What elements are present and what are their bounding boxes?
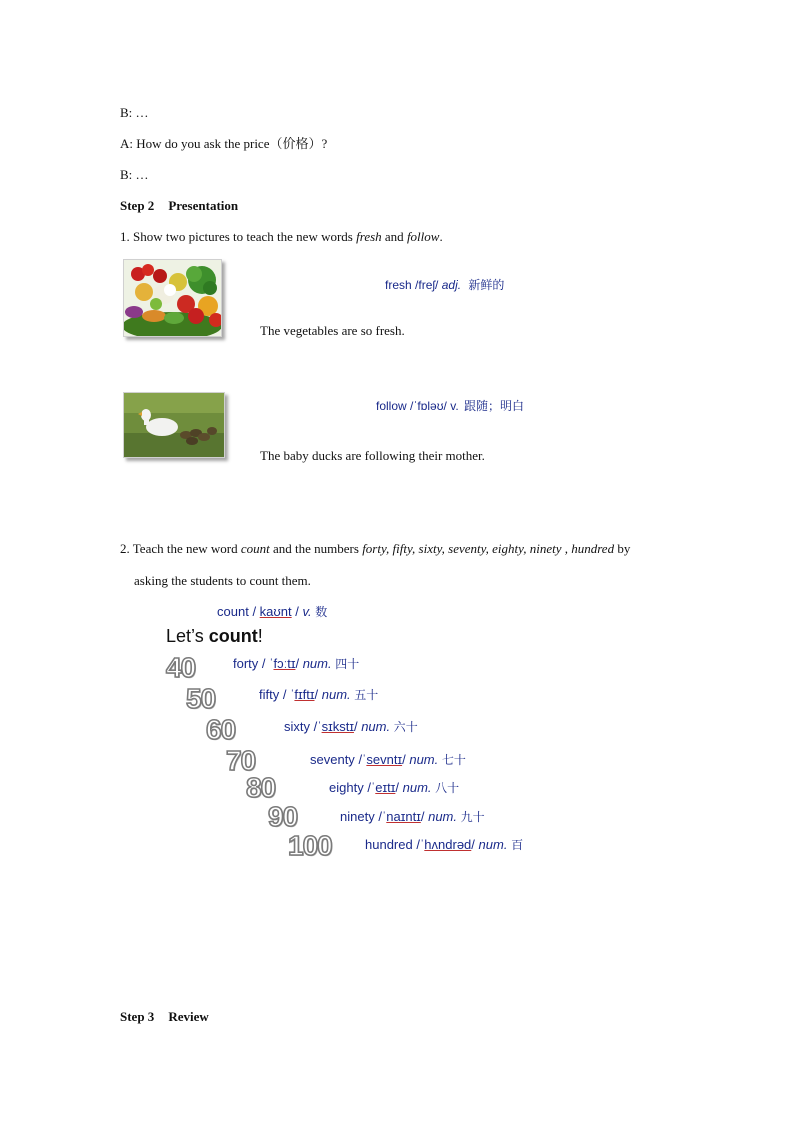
number-row-sixty — [284, 719, 418, 735]
number-digits-70: 70 — [226, 745, 256, 776]
count-word: count — [217, 604, 249, 619]
number-digits-40: 40 — [166, 652, 196, 683]
speaker: B: — [120, 167, 133, 182]
number-ipa-core: eɪtɪ — [375, 780, 396, 795]
number-ipa-open: /ˈ — [416, 837, 425, 852]
duck-with-ducklings-photo-icon — [123, 392, 225, 458]
follow-meaning: 跟随；明白 — [464, 399, 525, 413]
number-ipa-open: /ˈ — [367, 780, 376, 795]
item2-middle: and the numbers — [269, 541, 363, 556]
count-vocab — [217, 604, 327, 620]
fresh-meaning: 新鲜的 — [468, 278, 505, 292]
item1-middle: and — [381, 229, 407, 244]
dialogue-line-2 — [120, 136, 327, 152]
number-ipa-open: /ˈ — [358, 752, 367, 767]
lets-count-prefix: Let’s — [166, 626, 209, 646]
dialogue-line-3 — [120, 167, 149, 183]
number-pos: num. — [361, 719, 391, 734]
item1-suffix: . — [439, 229, 443, 244]
number-ipa-close: / — [395, 780, 400, 795]
number-row-hundred — [365, 837, 523, 853]
step3-heading — [120, 1009, 209, 1025]
item2-numbers: forty, fifty, sixty, seventy, eighty, ninety , hundred — [362, 541, 615, 556]
number-pos: num. — [428, 809, 457, 824]
dialogue-text: … — [135, 167, 149, 182]
number-ipa-core: fɪftɪ — [294, 687, 315, 702]
speaker: B: — [120, 105, 133, 120]
number-ipa-open: /ˈ — [378, 809, 387, 824]
number-row-seventy — [310, 752, 466, 768]
number-digits-90: 90 — [268, 801, 298, 832]
follow-sentence: The baby ducks are following their mother. — [260, 448, 485, 463]
dialogue-line-1 — [120, 105, 149, 121]
number-ipa-core: sevntɪ — [366, 752, 403, 767]
number-ipa-close: / — [402, 752, 406, 767]
number-digits-60: 60 — [206, 714, 236, 745]
number-ipa-close: / — [314, 687, 319, 702]
step3-title: Step 3 — [120, 1009, 155, 1024]
fresh-pos: adj. — [441, 278, 462, 292]
item1-word-follow: follow — [406, 229, 440, 244]
number-pos: num. — [321, 687, 351, 702]
number-ipa-core: hʌndrəd — [424, 837, 472, 852]
follow-word: follow — [376, 399, 407, 413]
number-digits-50: 50 — [186, 683, 216, 714]
step3-name: Review — [168, 1009, 209, 1024]
count-ipa-open: / — [252, 604, 260, 619]
step2-name: Presentation — [168, 198, 239, 213]
number-word: hundred — [365, 837, 413, 852]
step2-heading — [120, 198, 238, 214]
number-row-forty — [233, 656, 359, 672]
number-ipa-close: / — [471, 837, 475, 852]
vegetables-photo-icon — [123, 259, 222, 337]
number-meaning: 四十 — [335, 657, 360, 671]
dialogue-text: … — [135, 105, 149, 120]
lets-count-suffix: ! — [257, 626, 263, 646]
item1-instruction — [120, 229, 443, 245]
lets-count-bold: count — [208, 626, 258, 646]
number-ipa-close: / — [353, 719, 358, 734]
speaker: A: — [120, 136, 133, 151]
number-digits-100: 100 — [288, 830, 332, 861]
item2-line2: asking the students to count them. — [134, 573, 311, 588]
number-digits-80: 80 — [246, 772, 276, 803]
fresh-word: fresh — [385, 278, 412, 292]
number-meaning: 百 — [511, 838, 524, 852]
number-ipa-close: / — [420, 809, 425, 824]
count-pos: v. — [302, 604, 312, 619]
count-ipa-core: kaʊnt — [259, 604, 292, 619]
number-meaning: 七十 — [441, 753, 466, 767]
number-pos: num. — [478, 837, 508, 852]
number-row-fifty — [259, 687, 378, 703]
number-ipa-core: sɪkstɪ — [321, 719, 354, 734]
follow-pos: v. — [450, 399, 459, 413]
number-word: forty — [233, 656, 259, 671]
number-row-eighty — [329, 780, 459, 796]
number-ipa-open: / ˈ — [261, 656, 274, 671]
number-word: fifty — [259, 687, 280, 702]
fresh-sentence: The vegetables are so fresh. — [260, 323, 405, 338]
item2-suffix: by — [614, 541, 631, 556]
lets-count-title — [166, 625, 263, 647]
number-ipa-core: naɪntɪ — [386, 809, 421, 824]
follow-vocab — [376, 398, 524, 414]
number-row-ninety — [340, 809, 485, 825]
item1-word-fresh: fresh — [356, 229, 382, 244]
dialogue-text: How do you ask the price（价格）? — [136, 136, 328, 151]
number-pos: num. — [302, 656, 332, 671]
number-word: sixty — [284, 719, 310, 734]
number-meaning: 九十 — [460, 810, 485, 824]
step2-title: Step 2 — [120, 198, 155, 213]
number-ipa-open: /ˈ — [313, 719, 322, 734]
number-meaning: 八十 — [435, 781, 460, 795]
item2-instruction — [120, 541, 630, 557]
count-ipa-close: / — [291, 604, 299, 619]
number-word: eighty — [329, 780, 364, 795]
item2-word-count: count — [240, 541, 270, 556]
fresh-vocab — [385, 277, 504, 293]
count-meaning: 数 — [315, 605, 328, 619]
number-ipa-open: / ˈ — [282, 687, 295, 702]
follow-ipa: /ˈfɒləʊ/ — [410, 399, 447, 413]
number-ipa-core: fɔːtɪ — [273, 656, 296, 671]
number-pos: num. — [409, 752, 439, 767]
number-meaning: 五十 — [354, 688, 379, 702]
number-word: seventy — [310, 752, 355, 767]
item2-prefix: 2. Teach the new word — [120, 541, 241, 556]
item1-prefix: 1. Show two pictures to teach the new words — [120, 229, 357, 244]
number-pos: num. — [402, 780, 432, 795]
fresh-ipa: /freʃ/ — [415, 278, 439, 292]
number-word: ninety — [340, 809, 375, 824]
number-ipa-close: / — [295, 656, 300, 671]
number-meaning: 六十 — [393, 720, 418, 734]
